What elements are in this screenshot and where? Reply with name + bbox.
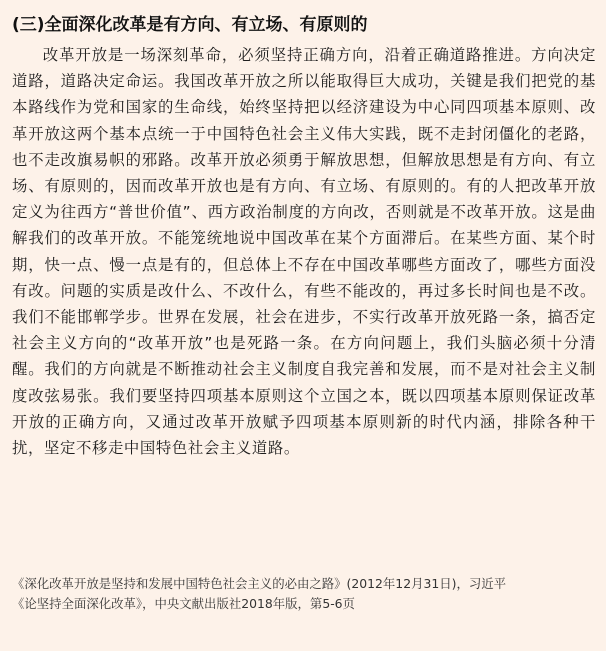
body-paragraph: 改革开放是一场深刻革命，必须坚持正确方向，沿着正确道路推进。方向决定道路，道路决定命运。我国改革开放之所以能取得巨大成功，关键是我们把党的基本路线作为党和国家的生命线，始终坚持把以经济建设为中心同四项基本原则、改革开放这两个基本点统一于中国特色社会主义伟大实践，既不走封闭僵化的老路，也不走改旗易帜的邪路。改革开放必须勇于解放思想，但解放思想是有方向、有立场、有原则的，因而改革开放也是有方向、有立场、有原则的。有的人把改革开放定义为往西方“普世价值”、西方政治制度的方向改，否则就是不改革开放。这是曲解我们的改革开放。不能笼统地说中国改革在某个方面滞后。在某些方面、某个时期，快一点、慢一点是有的，但总体上不存在中国改革哪些方面改了，哪些方面没有改。问题的实质是改什么、不改什么，有些不能改的，再过多长时间也是不改。我们不能邯郸学步。世界在发展，社会在进步，不实行改革开放死路一条，搞否定社会主义方向的“改革开放”也是死路一条。在方向问题上，我们头脑必须十分清醒。我们的方向就是不断推动社会主义制度自我完善和发展，而不是对社会主义制度改弦易张。我们要坚持四项基本原则这个立国之本，既以四项基本原则保证改革开放的正确方向，又通过改革开放赋予四项基本原则新的时代内涵，排除各种干扰，坚定不移走中国特色社会主义道路。	[12, 46, 596, 458]
citation-line-2: 《论坚持全面深化改革》，中央文献出版社2018年版，第5-6页	[12, 596, 355, 611]
citation-line-1: 《深化改革开放是坚持和发展中国特色社会主义的必由之路》(2012年12月31日)，习近平	[12, 576, 507, 591]
section-heading: (三)全面深化改革是有方向、有立场、有原则的	[12, 15, 368, 35]
citation	[12, 574, 602, 614]
